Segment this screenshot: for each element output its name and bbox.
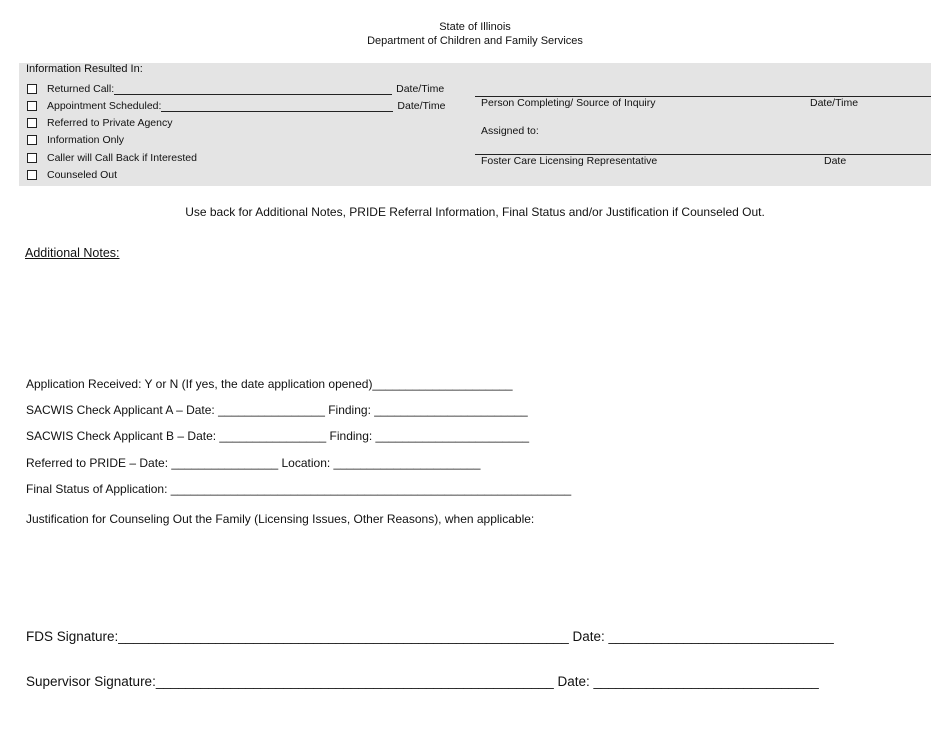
sacwis-applicant-b-line[interactable]: SACWIS Check Applicant B – Date: ________________ Finding: _______________________	[26, 429, 530, 443]
appointment-label: Appointment Scheduled:	[47, 100, 162, 112]
checkbox-row-appointment	[27, 98, 445, 114]
referred-checkbox[interactable]	[27, 118, 37, 128]
returned-call-label: Returned Call:	[47, 83, 115, 95]
call-back-checkbox[interactable]	[27, 153, 37, 163]
returned-call-checkbox[interactable]	[27, 84, 37, 94]
returned-call-datetime-label: Date/Time	[396, 83, 445, 95]
information-box	[19, 63, 931, 186]
header-department: Department of Children and Family Services	[367, 35, 583, 47]
application-received-line[interactable]: Application Received: Y or N (If yes, the date application opened)_____________________	[26, 377, 513, 391]
licensing-rep-label: Foster Care Licensing Representative	[481, 155, 658, 167]
information-box-title: Information Resulted In:	[26, 63, 143, 75]
final-status-line[interactable]: Final Status of Application: ____________________________________________________________	[26, 482, 572, 496]
counseled-out-label: Counseled Out	[47, 169, 118, 181]
checkbox-row-counseled-out	[27, 167, 117, 183]
assigned-to-label: Assigned to:	[481, 125, 539, 137]
sacwis-applicant-a-line[interactable]: SACWIS Check Applicant A – Date: ________________ Finding: _______________________	[26, 403, 528, 417]
checkbox-row-information-only	[27, 132, 124, 148]
checkbox-row-referred	[27, 115, 172, 131]
supervisor-signature-line[interactable]: Supervisor Signature:_____________________________________________________ Date: ______________________________	[26, 674, 819, 689]
information-only-checkbox[interactable]	[27, 135, 37, 145]
referred-label: Referred to Private Agency	[47, 117, 173, 129]
information-only-label: Information Only	[47, 134, 125, 146]
person-completing-label: Person Completing/ Source of Inquiry	[481, 97, 656, 109]
call-back-label: Caller will Call Back if Interested	[47, 152, 197, 164]
appointment-checkbox[interactable]	[27, 101, 37, 111]
header-state: State of Illinois	[439, 21, 511, 33]
justification-label: Justification for Counseling Out the Family (Licensing Issues, Other Reasons), when applicable:	[26, 512, 535, 526]
checkbox-row-call-back	[27, 150, 197, 166]
instruction-note: Use back for Additional Notes, PRIDE Referral Information, Final Status and/or Justification if Counseled Out.	[185, 205, 765, 219]
appointment-datetime-label: Date/Time	[397, 100, 446, 112]
licensing-rep-date-label: Date	[824, 155, 847, 167]
referred-to-pride-line[interactable]: Referred to PRIDE – Date: ________________ Location: ______________________	[26, 456, 481, 470]
additional-notes-label: Additional Notes:	[25, 246, 120, 260]
person-completing-date-label: Date/Time	[810, 97, 859, 109]
form-header	[0, 20, 950, 48]
checkbox-row-returned-call	[27, 81, 444, 97]
returned-call-input-line[interactable]	[114, 83, 392, 95]
counseled-out-checkbox[interactable]	[27, 170, 37, 180]
fds-signature-line[interactable]: FDS Signature:____________________________________________________________ Date: ______________________________	[26, 629, 834, 644]
appointment-input-line[interactable]	[161, 100, 393, 112]
